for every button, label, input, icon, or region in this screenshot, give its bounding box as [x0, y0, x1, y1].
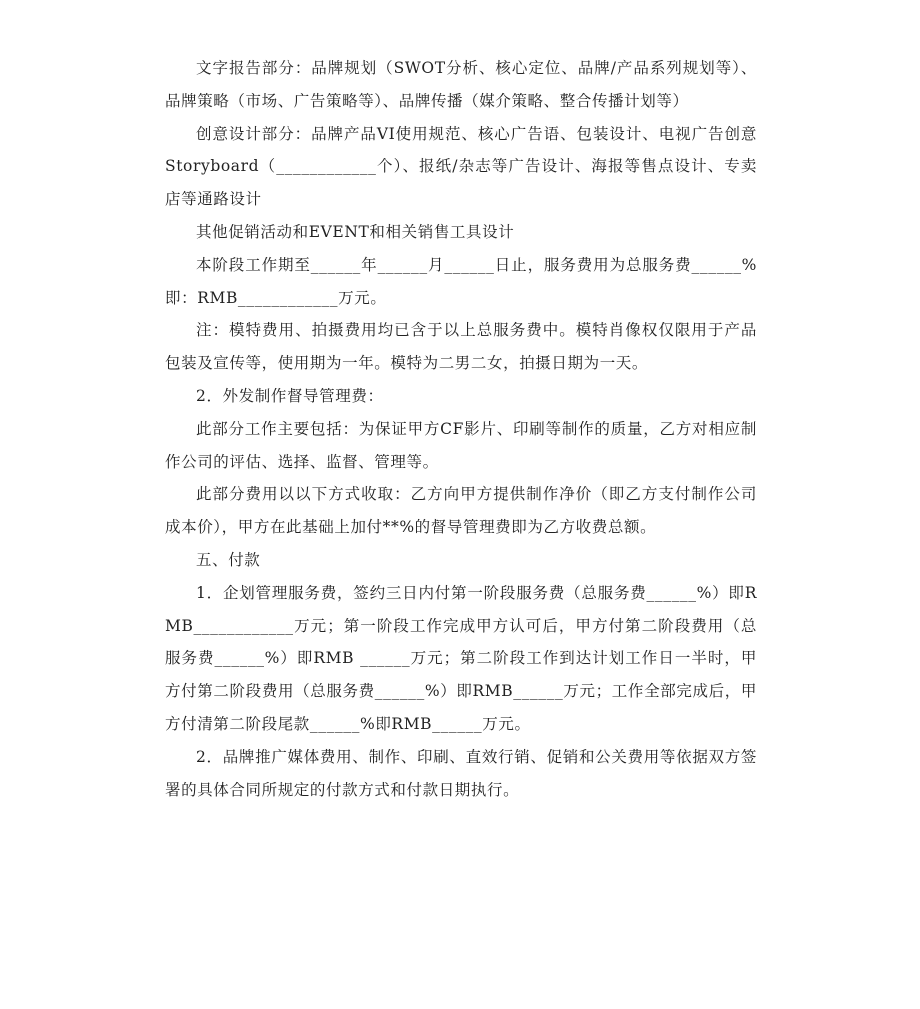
paragraph-model-note: 注：模特费用、拍摄费用均已含于以上总服务费中。模特肖像权仅限用于产品包装及宣传等，使用期为一年。模特为二男二女，拍摄日期为一天。 [165, 321, 757, 373]
paragraph-supervision-scope: 此部分工作主要包括：为保证甲方CF影片、印刷等制作的质量，乙方对相应制作公司的评估、选择、监督、管理等。 [165, 419, 757, 471]
paragraph-work-period: 本阶段工作期至______年______月______日止，服务费用为总服务费______%即：RMB____________万元。 [165, 255, 757, 307]
paragraph-promotion-event: 其他促销活动和EVENT和相关销售工具设计 [196, 222, 515, 241]
heading-supervision-fee: 2．外发制作督导管理费： [196, 386, 384, 405]
document-body [165, 52, 757, 806]
paragraph-payment-service-fee: 1．企划管理服务费，签约三日内付第一阶段服务费（总服务费______%）即RMB____________万元；第一阶段工作完成甲方认可后，甲方付第二阶段费用（总服务费______%）即RMB ______万元；第二阶段工作到达计划工作日一半时，甲方付第二阶段费用（总服务费______%）即RMB______万元；工作全部完成后，甲方付清第二阶段尾款______%即RMB______万元。 [165, 583, 757, 733]
paragraph-text-report: 文字报告部分：品牌规划（SWOT分析、核心定位、品牌/产品系列规划等）、品牌策略（市场、广告策略等）、品牌传播（媒介策略、整合传播计划等） [165, 59, 757, 110]
paragraph-payment-media-fee: 2．品牌推广媒体费用、制作、印刷、直效行销、促销和公关费用等依据双方签署的具体合同所规定的付款方式和付款日期执行。 [165, 747, 757, 799]
paragraph-supervision-charge: 此部分费用以以下方式收取：乙方向甲方提供制作净价（即乙方支付制作公司成本价），甲方在此基础上加付**%的督导管理费即为乙方收费总额。 [165, 485, 757, 537]
heading-payment: 五、付款 [196, 550, 261, 569]
paragraph-creative-design: 创意设计部分：品牌产品VI使用规范、核心广告语、包装设计、电视广告创意Storyboard（____________个）、报纸/杂志等广告设计、海报等售点设计、专卖店等通路设计 [165, 124, 757, 209]
